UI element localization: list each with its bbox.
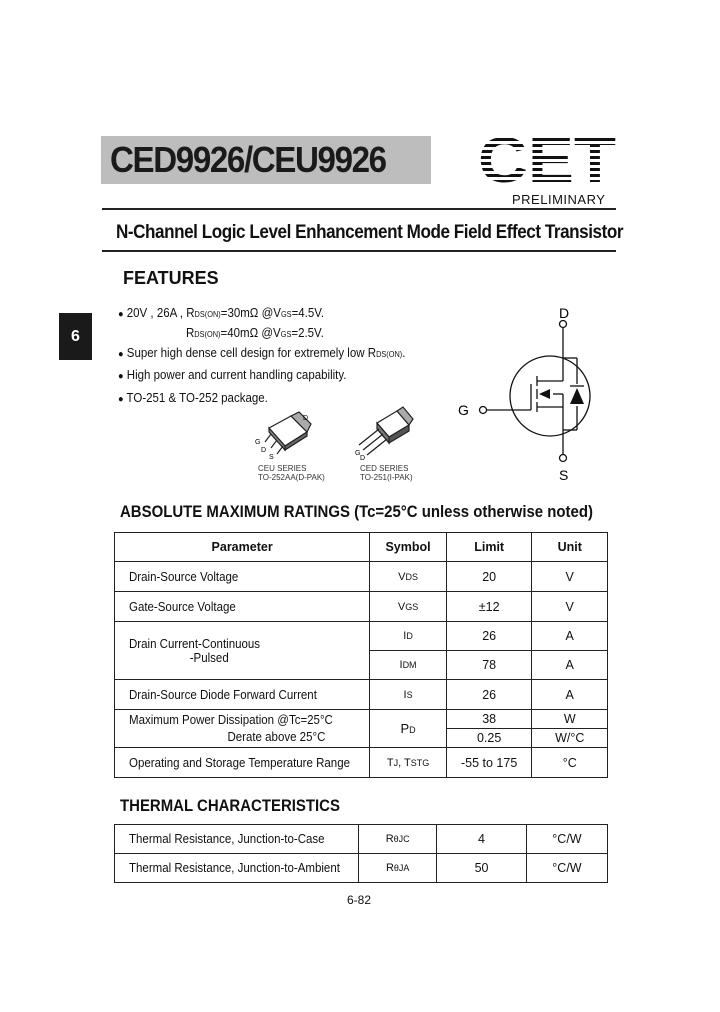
svg-text:G: G xyxy=(255,439,261,446)
col-header-unit: Unit xyxy=(532,533,608,562)
cet-logo-icon: CET xyxy=(478,130,618,186)
package-ipak-image xyxy=(355,405,415,466)
divider-top xyxy=(102,208,616,210)
svg-text:D: D xyxy=(303,415,309,422)
feature-item-cont: RDS(ON)=40mΩ @VGS=2.5V. xyxy=(186,326,324,340)
divider-bottom xyxy=(102,250,616,252)
pin-gate-label: G xyxy=(458,402,469,418)
package-label-ceu: CEU SERIES TO-252AA(D-PAK) xyxy=(258,464,325,482)
feature-item: ● TO-251 & TO-252 package. xyxy=(118,391,268,405)
col-header-limit: Limit xyxy=(446,533,532,562)
section-tab: 6 xyxy=(59,313,92,360)
thermal-table xyxy=(114,824,608,883)
mosfet-symbol xyxy=(455,300,605,495)
table-header-row xyxy=(115,533,608,562)
ratings-table xyxy=(114,532,608,778)
page-number: 6-82 xyxy=(347,893,372,907)
col-header-parameter: Parameter xyxy=(115,533,370,562)
cet-logo xyxy=(478,130,618,191)
svg-text:D: D xyxy=(360,455,366,461)
svg-text:S: S xyxy=(269,454,274,460)
feature-item: ● 20V , 26A , RDS(ON)=30mΩ @VGS=4.5V. xyxy=(118,306,325,320)
package-label-ced: CED SERIES TO-251(I-PAK) xyxy=(360,464,413,482)
table-row: Thermal Resistance, Junction-to-Ambient RθJA 50 °C/W xyxy=(115,854,608,883)
table-row: Drain-Source Voltage VDS 20 V xyxy=(115,562,608,592)
pin-source-label: S xyxy=(559,467,569,483)
feature-item: ● High power and current handling capability. xyxy=(118,368,347,382)
table-row: Drain Current-Continuous -Pulsed ID 26 A xyxy=(115,622,608,651)
pin-drain-label: D xyxy=(559,305,570,321)
svg-text:D: D xyxy=(261,447,267,454)
table-row: Thermal Resistance, Junction-to-Case RθJC 4 °C/W xyxy=(115,825,608,854)
ratings-heading: ABSOLUTE MAXIMUM RATINGS (Tc=25°C unless otherwise noted) xyxy=(120,502,593,521)
table-row: 0.25 W/°C xyxy=(115,729,608,748)
table-row: Operating and Storage Temperature Range TJ, TSTG -55 to 175 °C xyxy=(115,748,608,778)
package-dpak-image xyxy=(255,410,315,465)
subtitle: N-Channel Logic Level Enhancement Mode Field Effect Transistor xyxy=(116,222,624,243)
table-row: Gate-Source Voltage VGS ±12 V xyxy=(115,592,608,622)
table-row: IDM 78 A xyxy=(115,651,608,680)
table-row: Maximum Power Dissipation @Tc=25°C Derate above 25°C PD 38 W xyxy=(115,710,608,729)
col-header-symbol: Symbol xyxy=(370,533,447,562)
part-number-title: CED9926/CEU9926 xyxy=(110,139,386,180)
svg-text:G: G xyxy=(355,450,361,457)
preliminary-label: PRELIMINARY xyxy=(512,192,606,207)
thermal-heading: THERMAL CHARACTERISTICS xyxy=(120,796,340,815)
feature-item: ● Super high dense cell design for extremely low RDS(ON). xyxy=(118,346,406,360)
table-row: Drain-Source Diode Forward Current IS 26 A xyxy=(115,680,608,710)
features-heading: FEATURES xyxy=(123,268,219,288)
